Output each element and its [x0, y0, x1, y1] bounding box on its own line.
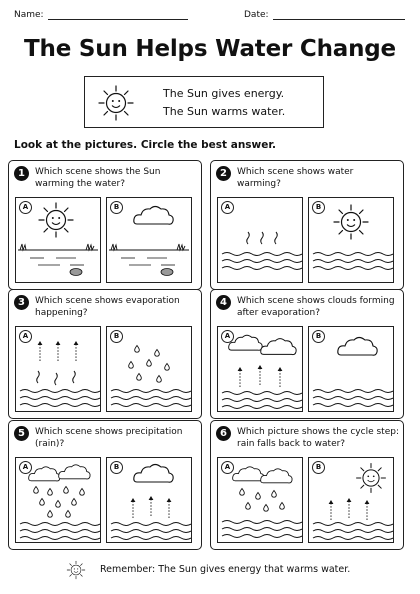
sun-icon — [357, 464, 386, 493]
question-number: 3 — [14, 295, 29, 310]
question-5 — [8, 420, 202, 550]
name-field[interactable] — [14, 10, 188, 20]
arrow-up-icon — [329, 500, 334, 520]
option-b-panel[interactable] — [106, 457, 192, 543]
option-a-panel[interactable] — [15, 457, 101, 543]
arrow-up-icon — [56, 341, 61, 361]
intro-line: The Sun gives energy. — [163, 87, 285, 100]
arrow-up-icon — [365, 500, 370, 520]
question-text: Which picture shows the cycle step: rain falls back to water? — [237, 427, 399, 449]
question-3 — [8, 289, 202, 419]
cloud-icon — [233, 467, 264, 481]
waves-icon — [111, 390, 191, 407]
option-b-label[interactable]: B — [312, 201, 325, 214]
cloud-icon — [261, 469, 292, 483]
waves-icon — [111, 523, 191, 540]
question-1 — [8, 160, 202, 290]
cloud-icon — [59, 465, 90, 479]
question-6 — [210, 420, 404, 550]
arrow-up-icon — [149, 496, 154, 516]
waves-icon — [222, 521, 302, 538]
cloud-icon — [29, 467, 60, 481]
name-line[interactable] — [48, 10, 188, 20]
waves-icon — [20, 390, 100, 407]
question-text: Which scene shows evaporation happening? — [35, 296, 180, 318]
intro-box — [84, 76, 324, 128]
arrow-up-icon — [38, 341, 43, 361]
option-b-panel[interactable] — [106, 197, 192, 283]
question-number: 4 — [216, 295, 231, 310]
option-b-panel[interactable] — [308, 457, 394, 543]
arrow-up-icon — [278, 367, 283, 387]
cloud-icon — [134, 207, 173, 225]
option-b-panel[interactable] — [308, 326, 394, 412]
sun-icon — [334, 205, 368, 239]
arrow-up-icon — [258, 365, 263, 385]
arrow-up-icon — [167, 498, 172, 518]
question-text: Which scene shows precipitation (rain)? — [35, 427, 183, 449]
option-b-panel[interactable] — [308, 197, 394, 283]
sun-icon — [39, 203, 73, 237]
steam-icon — [247, 232, 250, 244]
option-a-label[interactable]: A — [221, 461, 234, 474]
question-text: Which scene shows the Sun warming the water? — [35, 167, 161, 189]
option-b-label[interactable]: B — [110, 461, 123, 474]
waves-icon — [222, 253, 302, 270]
arrow-up-icon — [74, 341, 79, 361]
question-number: 5 — [14, 426, 29, 441]
arrow-up-icon — [238, 367, 243, 387]
cloud-icon — [261, 339, 296, 355]
option-b-label[interactable]: B — [110, 201, 123, 214]
sun-icon — [64, 558, 88, 582]
option-b-label[interactable]: B — [312, 330, 325, 343]
steam-icon — [73, 371, 76, 383]
instructions: Look at the pictures. Circle the best answer. — [14, 139, 277, 151]
question-number: 6 — [216, 426, 231, 441]
rock-icon — [70, 269, 82, 276]
option-a-panel[interactable] — [15, 197, 101, 283]
question-text: Which scene shows clouds forming after evaporation? — [237, 296, 395, 318]
intro-line: The Sun warms water. — [163, 105, 286, 118]
option-a-label[interactable]: A — [19, 461, 32, 474]
option-b-panel[interactable] — [106, 326, 192, 412]
waves-icon — [313, 390, 393, 407]
waves-icon — [313, 253, 393, 270]
option-a-panel[interactable] — [217, 457, 303, 543]
question-2 — [210, 160, 404, 290]
option-a-panel[interactable] — [217, 197, 303, 283]
cloud-icon — [134, 465, 173, 483]
waves-icon — [313, 523, 393, 540]
waves-icon — [222, 392, 302, 409]
steam-icon — [37, 371, 40, 383]
date-line[interactable] — [273, 10, 405, 20]
pond-icon — [109, 244, 189, 265]
page-title: The Sun Helps Water Change — [24, 36, 396, 62]
rock-icon — [161, 269, 173, 276]
sun-icon — [93, 80, 139, 126]
date-field[interactable] — [244, 10, 405, 20]
date-label: Date: — [244, 10, 269, 20]
question-number: 1 — [14, 166, 29, 181]
pond-icon — [18, 244, 98, 265]
question-text: Which scene shows water warming? — [237, 167, 354, 189]
option-a-label[interactable]: A — [19, 201, 32, 214]
question-number: 2 — [216, 166, 231, 181]
option-a-label[interactable]: A — [19, 330, 32, 343]
waves-icon — [20, 523, 100, 540]
steam-icon — [275, 232, 278, 244]
steam-icon — [55, 373, 58, 385]
option-a-panel[interactable] — [15, 326, 101, 412]
option-b-label[interactable]: B — [312, 461, 325, 474]
intro-text — [163, 85, 285, 121]
option-a-panel[interactable] — [217, 326, 303, 412]
option-a-label[interactable]: A — [221, 330, 234, 343]
cloud-icon — [338, 338, 377, 356]
remember-note: Remember: The Sun gives energy that warms water. — [100, 564, 351, 575]
name-label: Name: — [14, 10, 44, 20]
option-a-label[interactable]: A — [221, 201, 234, 214]
steam-icon — [261, 232, 264, 244]
arrow-up-icon — [347, 498, 352, 518]
arrow-up-icon — [131, 498, 136, 518]
option-b-label[interactable]: B — [110, 330, 123, 343]
question-4 — [210, 289, 404, 419]
